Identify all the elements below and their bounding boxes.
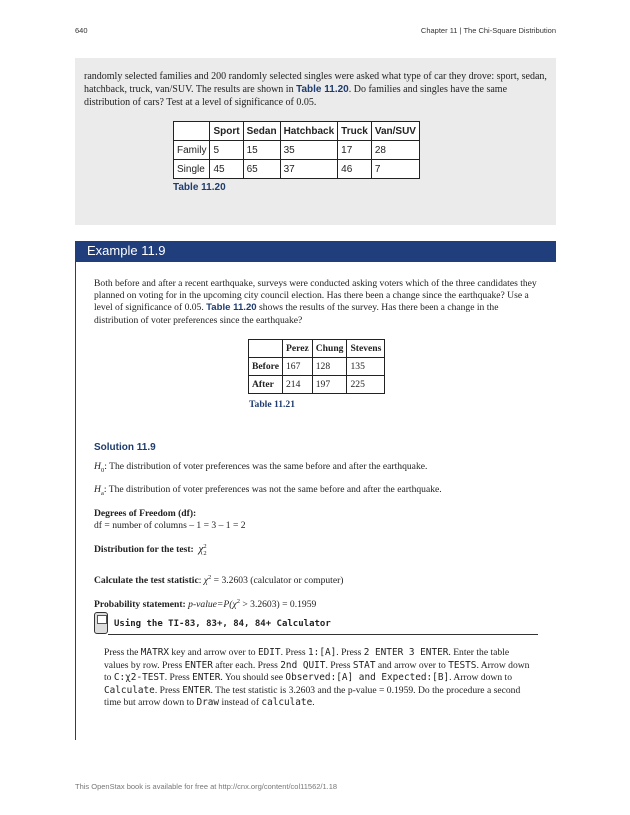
table-cell: 28: [371, 141, 419, 160]
column-header: Van/SUV: [371, 122, 419, 141]
page-footer: This OpenStax book is available for free at http://cnx.org/content/col11562/1.18: [75, 782, 338, 791]
df-label: [94, 508, 196, 519]
column-header: Perez: [283, 340, 313, 358]
calculator-key: 1:[A]: [308, 647, 337, 658]
table-cell: 45: [210, 160, 243, 179]
calculator-key: Draw: [196, 697, 220, 709]
row-label: Family: [174, 141, 210, 160]
subscript: 0: [100, 466, 105, 474]
calculator-key: Observed:[A] and Expected:[B]: [285, 672, 450, 684]
example-header-bar: [75, 241, 556, 262]
instruction-text: . Press: [154, 684, 183, 696]
probability-line: [94, 598, 316, 610]
exercise-box: [75, 58, 556, 225]
page-number: 640: [75, 26, 88, 35]
table-row: [249, 358, 385, 376]
instruction-text: . You should see: [220, 672, 286, 684]
test-statistic-value: = 3.2603 (calculator or computer): [213, 575, 344, 587]
table-caption: Table 11.21: [249, 399, 296, 410]
column-header: Truck: [338, 122, 372, 141]
solution-title: Solution 11.9: [94, 442, 156, 453]
row-label: After: [249, 376, 283, 394]
df-label-text: Degrees of Freedom (df):: [94, 508, 197, 519]
table-cell: 5: [210, 141, 243, 160]
calculator-key: calculate: [261, 697, 313, 709]
column-header: Sport: [210, 122, 243, 141]
calculator-key: MATRX: [140, 647, 170, 658]
instruction-text: and arrow over to: [375, 659, 449, 671]
table-header-row: [174, 122, 420, 141]
chapter-header: Chapter 11 | The Chi-Square Distribution: [420, 26, 556, 35]
table-cell: 65: [243, 160, 280, 179]
exercise-text-part: randomly selected families and 200 randomly selected singles were asked what type of car they drove: sport, sedan, hatchback, truck, van/SUV. The results are shown in: [84, 71, 547, 95]
row-label: Before: [249, 358, 283, 376]
exercise-text-part: . Do families and singles have the same distribution of cars? Test at a level of significance of 0.05.: [84, 84, 508, 108]
table-reference-link[interactable]: Table 11.20: [296, 84, 349, 95]
instruction-text: key and arrow over to: [169, 647, 258, 658]
column-header: Stevens: [347, 340, 385, 358]
instruction-text: . Press: [164, 672, 193, 684]
instruction-text: . Press: [336, 647, 364, 658]
table-cell: 167: [283, 358, 313, 376]
table-cell: 17: [338, 141, 372, 160]
voter-preference-table: [248, 339, 385, 394]
table-cell: 35: [280, 141, 338, 160]
probability-label: Probability statement:: [94, 599, 186, 611]
prompt-text-part: Both before and after a recent earthquake, surveys were conducted asking voters which of the three candidates they planned on voting for in the upcoming city council election. Has there been a change since the earthquake? Use a level of significance of 0.05.: [94, 278, 537, 314]
table-cell: 225: [347, 376, 385, 394]
table-cell: 128: [312, 358, 347, 376]
instruction-text: . Press: [325, 659, 353, 671]
car-type-table: [173, 121, 420, 179]
table-reference-link[interactable]: Table 11.20: [206, 302, 257, 314]
calculator-key: 2 ENTER 3 ENTER: [363, 647, 449, 658]
calculator-key: TESTS: [448, 659, 477, 671]
superscript: 2: [236, 598, 240, 605]
instruction-text: . The test statistic is 3.2603 and the p-value = 0.1959. Do the procedure a second time but arrow down to: [104, 684, 521, 709]
table-caption: Table 11.20: [173, 182, 226, 193]
null-hypothesis-text: : The distribution of voter preferences was the same before and after the earthquake.: [104, 461, 428, 472]
table-cell: 37: [280, 160, 338, 179]
table-row: [174, 160, 420, 179]
table-cell: 214: [283, 376, 313, 394]
calculator-key: STAT: [352, 659, 376, 671]
table-cell: 15: [243, 141, 280, 160]
instruction-text: Press the: [104, 647, 141, 658]
calculator-key: ENTER: [182, 684, 211, 696]
df-formula: df = number of columns – 1 = 3 – 1 = 2: [94, 520, 246, 531]
table-cell: 7: [371, 160, 419, 179]
calculator-divider: [108, 634, 538, 635]
distribution-line: Distribution for the test: χ2 2: [94, 543, 207, 557]
instruction-text: . Press: [280, 647, 309, 658]
calculator-title: Using the TI-83, 83+, 84, 84+ Calculator: [114, 619, 331, 629]
subscript: a: [100, 489, 104, 497]
table-cell: 135: [347, 358, 385, 376]
column-header: [174, 122, 210, 141]
column-header: Sedan: [243, 122, 280, 141]
example-prompt: [94, 278, 544, 327]
calculator-icon: [94, 612, 108, 634]
column-header: Hatchback: [280, 122, 338, 141]
table-row: [249, 376, 385, 394]
distribution-label: Distribution for the test:: [94, 544, 194, 556]
alternative-hypothesis: $H_a$: The distribution of voter preferences was not the same before and after the earthquake.: [94, 484, 442, 497]
calculator-key: ENTER: [184, 659, 213, 671]
instruction-text: . Arrow down to: [104, 659, 530, 684]
table-row: [174, 141, 420, 160]
column-header: Chung: [312, 340, 347, 358]
test-statistic-label: Calculate the test statistic: [94, 575, 199, 587]
chi-superscript: 2: [203, 543, 207, 550]
alternative-hypothesis-text: : The distribution of voter preferences was not the same before and after the earthquake.: [103, 484, 442, 495]
table-header-row: [249, 340, 385, 358]
exercise-text: [84, 70, 548, 109]
column-header: [249, 340, 283, 358]
calculator-screen: [97, 615, 107, 624]
calculator-key: C:χ2-TEST: [113, 672, 165, 684]
table-cell: 197: [312, 376, 347, 394]
example-side-rule: [75, 262, 76, 740]
instruction-text: . Arrow down to: [449, 672, 512, 684]
calculator-key: Calculate: [104, 684, 155, 696]
row-label: Single: [174, 160, 210, 179]
calculator-key: ENTER: [192, 672, 221, 684]
calculator-instructions: [104, 647, 534, 710]
table-cell: 46: [338, 160, 372, 179]
instruction-text: instead of: [219, 697, 262, 709]
prompt-text-part: shows the results of the survey. Has there been a change in the distribution of voter preferences since the earthquake?: [94, 302, 499, 326]
instruction-text: after each. Press: [212, 659, 281, 671]
probability-value: > 3.2603) = 0.1959: [239, 599, 317, 611]
instruction-text: . Enter the table values by row. Press: [104, 647, 510, 671]
chi-subscript: 2: [203, 550, 207, 557]
example-title: Example 11.9: [87, 243, 166, 258]
calculator-key: EDIT: [258, 647, 281, 658]
instruction-text: .: [312, 697, 315, 709]
test-statistic-line: Calculate the test statistic: $\chi^2 = 3.2603$ (calculator or computer): [94, 574, 344, 587]
null-hypothesis: $H_0$: The distribution of voter preferences was the same before and after the earthquake.: [94, 461, 428, 474]
calculator-key: 2nd QUIT: [280, 659, 326, 671]
probability-text: p-value=P(χ: [188, 599, 237, 611]
